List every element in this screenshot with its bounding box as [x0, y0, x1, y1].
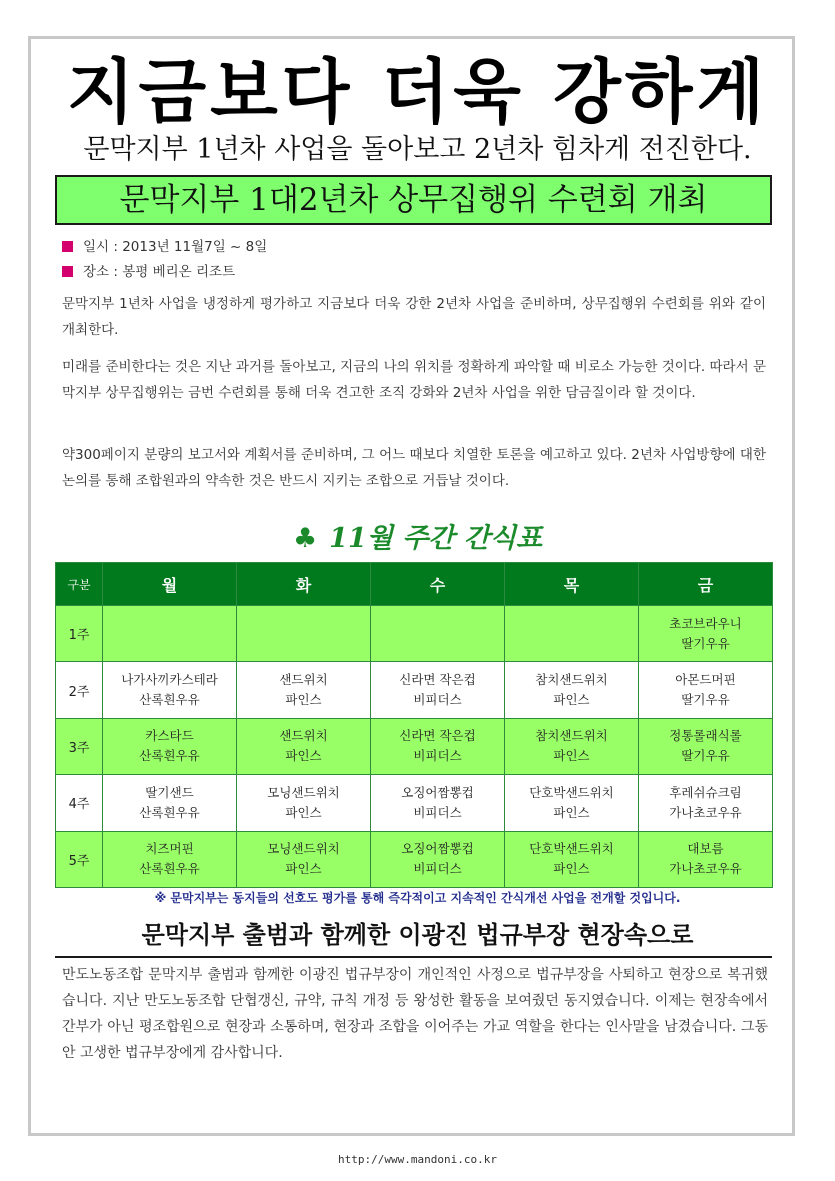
drink-item: 가나초코우유 — [669, 804, 742, 820]
snack-cell — [371, 831, 505, 887]
snack-cell — [505, 775, 639, 831]
snack-item: 초코브라우니 — [669, 615, 742, 631]
header-cell-mon: 월 — [103, 563, 237, 606]
snack-item: 단호박샌드위치 — [529, 784, 614, 800]
square-bullet-icon — [62, 241, 73, 252]
snack-cell — [371, 718, 505, 774]
snack-item: 샌드위치 — [279, 728, 328, 744]
headline: 지금보다 더욱 강하게 — [66, 51, 769, 133]
drink-item: 파인스 — [285, 692, 322, 708]
snack-cell — [237, 606, 371, 662]
snack-item: 후레쉬슈크림 — [669, 784, 742, 800]
info-date — [62, 238, 267, 256]
snack-table-header-row — [56, 563, 773, 606]
table-row — [56, 606, 773, 662]
drink-item: 산록흰우유 — [139, 861, 200, 877]
drink-item: 산록흰우유 — [139, 748, 200, 764]
snack-item: 모닝샌드위치 — [267, 784, 340, 800]
drink-item: 딸기우유 — [681, 692, 730, 708]
info-place — [62, 263, 235, 281]
paragraph-3: 약300페이지 분량의 보고서와 계획서를 준비하며, 그 어느 때보다 치열한 토론을 예고하고 있다. 2년차 사업방향에 대한 논의를 통해 조합원과의 약속한 것은 반드시 지키는 조합으로 거듭날 것이다. — [62, 447, 766, 489]
week-label: 1주 — [56, 606, 103, 662]
snack-cell — [103, 606, 237, 662]
drink-item: 파인스 — [553, 861, 590, 877]
snack-item: 치즈머핀 — [145, 841, 194, 857]
snack-cell — [237, 662, 371, 718]
drink-item: 산록흰우유 — [139, 692, 200, 708]
drink-item: 파인스 — [553, 692, 590, 708]
drink-item: 파인스 — [285, 804, 322, 820]
drink-item: 딸기우유 — [681, 635, 730, 651]
snack-cell — [103, 718, 237, 774]
drink-item: 파인스 — [285, 748, 322, 764]
snack-item: 참치샌드위치 — [535, 728, 608, 744]
snack-cell — [639, 831, 773, 887]
snack-cell — [371, 606, 505, 662]
snack-item: 단호박샌드위치 — [529, 841, 614, 857]
paragraph-2: 미래를 준비한다는 것은 지난 과거를 돌아보고, 지금의 나의 위치를 정확하게 파악할 때 비로소 가능한 것이다. 따라서 문막지부 상무집행위는 금번 수련회를 통해 더욱 견고한 조직 강화와 2년차 사업을 위한 담금질이라 할 것이다. — [62, 359, 766, 401]
header-cell-division: 구분 — [56, 563, 103, 606]
snack-cell — [237, 831, 371, 887]
snack-cell — [505, 831, 639, 887]
snack-item: 신라면 작은컵 — [399, 672, 476, 688]
week-label: 5주 — [56, 831, 103, 887]
snack-cell — [639, 606, 773, 662]
club-icon: ♣ — [292, 523, 318, 554]
snack-cell — [505, 662, 639, 718]
snack-table-title — [0, 522, 835, 556]
snack-cell — [237, 775, 371, 831]
section-title: 문막지부 출범과 함께한 이광진 법규부장 현장속으로 — [141, 921, 694, 949]
snack-item: 나가사끼카스테라 — [121, 672, 218, 688]
table-row — [56, 775, 773, 831]
drink-item: 비피더스 — [413, 748, 462, 764]
snack-item: 참치샌드위치 — [535, 672, 608, 688]
table-row — [56, 718, 773, 774]
snack-item: 카스타드 — [145, 728, 194, 744]
snack-item: 오징어짬뽕컵 — [401, 784, 474, 800]
drink-item: 파인스 — [285, 861, 322, 877]
snack-item: 아몬드머핀 — [675, 672, 736, 688]
info-place-text: 장소 : 봉평 베리온 리조트 — [83, 264, 236, 280]
snack-cell — [371, 662, 505, 718]
square-bullet-icon — [62, 266, 73, 277]
drink-item: 가나초코우유 — [669, 861, 742, 877]
table-row — [56, 831, 773, 887]
drink-item: 딸기우유 — [681, 748, 730, 764]
snack-cell — [371, 775, 505, 831]
event-title-band: 문막지부 1대2년차 상무집행위 수련회 개최 — [55, 175, 772, 225]
header-cell-fri: 금 — [639, 563, 773, 606]
snack-cell — [237, 718, 371, 774]
snack-cell — [639, 718, 773, 774]
week-label: 2주 — [56, 662, 103, 718]
snack-item: 오징어짬뽕컵 — [401, 841, 474, 857]
drink-item: 파인스 — [553, 804, 590, 820]
paragraph-1: 문막지부 1년차 사업을 냉정하게 평가하고 지금보다 더욱 강한 2년차 사업을 준비하며, 상무집행위 수련회를 위와 같이 개최한다. — [62, 296, 766, 338]
snack-cell — [505, 606, 639, 662]
snack-title-text: 11월 주간 간식표 — [329, 523, 543, 554]
week-label: 4주 — [56, 775, 103, 831]
header-cell-wed: 수 — [371, 563, 505, 606]
snack-cell — [639, 662, 773, 718]
snack-item: 신라면 작은컵 — [399, 728, 476, 744]
snack-cell — [103, 662, 237, 718]
snack-item: 모닝샌드위치 — [267, 841, 340, 857]
drink-item: 비피더스 — [413, 692, 462, 708]
footer-url: http://www.mandoni.co.kr — [338, 1153, 497, 1166]
snack-item: 대보름 — [687, 841, 724, 857]
info-date-text: 일시 : 2013년 11월7일 ~ 8일 — [83, 239, 268, 255]
snack-cell — [103, 831, 237, 887]
snack-cell — [505, 718, 639, 774]
snack-item: 정통롤래식롤 — [669, 728, 742, 744]
subheadline: 문막지부 1년차 사업을 돌아보고 2년차 힘차게 전진한다. — [83, 134, 752, 165]
drink-item: 파인스 — [553, 748, 590, 764]
snack-note: ※ 문막지부는 동지들의 선호도 평가를 통해 즉각적이고 지속적인 간식개선 사업을 전개할 것입니다. — [154, 891, 681, 905]
header-cell-tue: 화 — [237, 563, 371, 606]
snack-cell — [639, 775, 773, 831]
header-cell-thu: 목 — [505, 563, 639, 606]
snack-item: 샌드위치 — [279, 672, 328, 688]
drink-item: 비피더스 — [413, 804, 462, 820]
drink-item: 산록흰우유 — [139, 804, 200, 820]
snack-cell — [103, 775, 237, 831]
week-label: 3주 — [56, 718, 103, 774]
drink-item: 비피더스 — [413, 861, 462, 877]
section-body: 만도노동조합 문막지부 출범과 함께한 이광진 법규부장이 개인적인 사정으로 법규부장을 사퇴하고 현장으로 복귀했습니다. 지난 만도노동조합 단협갱신, 규약, 규칙 개정 등 왕성한 활동을 보여줬던 동지였습니다. 이제는 현장속에서 간부가 아닌 평조합원으로 현장과 소통하며, 현장과 조합을 이어주는 가교 역할을 한다는 인사말을 남겼습니다. 그동안 고생한 법규부장에게 감사합니다. — [62, 967, 768, 1061]
snack-item: 딸기샌드 — [145, 784, 194, 800]
snack-table — [55, 562, 773, 888]
table-row — [56, 662, 773, 718]
section-divider — [55, 956, 772, 958]
